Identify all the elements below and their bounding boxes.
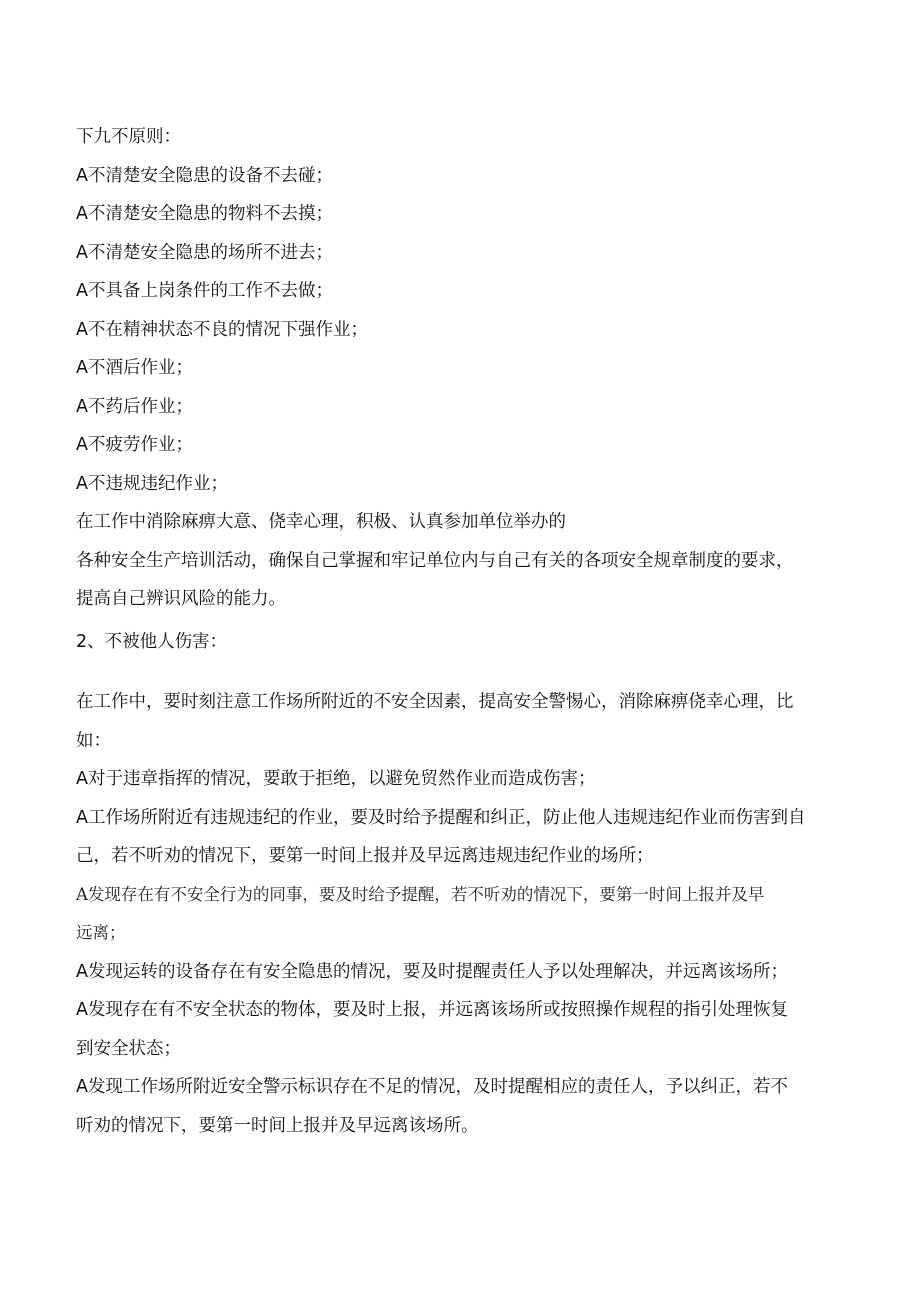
list-item: A不疲劳作业； [76,435,193,455]
list-item: A不在精神状态不良的情况下强作业； [76,319,368,340]
list-item: A不酒后作业； [76,358,193,378]
document-body [76,118,856,1145]
list-item: A不药后作业； [76,396,193,417]
list-item: A发现存在有不安全行为的同事，要及时给予提醒，若不听劝的情况下，要第一时间上报并及早 [76,884,765,904]
paragraph-line: 各种安全生产培训活动，确保自己掌握和牢记单位内与自己有关的各项安全规章制度的要求， [76,550,794,571]
list-item-continued: 到安全状态； [76,1038,181,1059]
intro-line: 在工作中，要时刻注意工作场所附近的不安全因素，提高安全警惕心，消除麻痹侥幸心理，比 [76,692,794,712]
list-item: A不清楚安全隐患的场所不进去； [76,242,333,263]
list-item: A不违规违纪作业； [76,473,228,494]
section1-heading: 下九不原则： [76,127,181,147]
list-item: A发现运转的设备存在有安全隐患的情况，要及时提醒责任人予以处理解决，并远离该场所； [76,961,788,982]
list-item: A发现工作场所附近安全警示标识存在不足的情况，及时提醒相应的责任人，予以纠正，若不 [76,1077,788,1097]
paragraph-line: 在工作中消除麻痹大意、侥幸心理，积极、认真参加单位举办的 [76,512,566,532]
list-item: A不清楚安全隐患的设备不去碰； [76,165,333,186]
list-item: A发现存在有不安全状态的物体，要及时上报，并远离该场所或按照操作规程的指引处理恢复 [76,1000,788,1020]
list-item: A工作场所附近有违规违纪的作业，要及时给予提醒和纠正，防止他人违规违纪作业而伤害到自 [76,807,806,828]
list-item: A不清楚安全隐患的物料不去摸； [76,204,333,224]
paragraph-line: 提高自己辨识风险的能力。 [76,589,286,609]
list-item-continued: 远离； [76,923,126,942]
list-item: A对于违章指挥的情况，要敢于拒绝，以避免贸然作业而造成伤害； [76,769,596,789]
intro-line: 如： [76,730,111,751]
list-item-continued: 己，若不听劝的情况下，要第一时间上报并及早远离违规违纪作业的场所； [76,846,654,866]
list-item-continued: 听劝的情况下，要第一时间上报并及早远离该场所。 [76,1115,479,1136]
list-item: A不具备上岗条件的工作不去做； [76,281,333,301]
section2-heading: 2、不被他人伤害： [76,631,228,652]
